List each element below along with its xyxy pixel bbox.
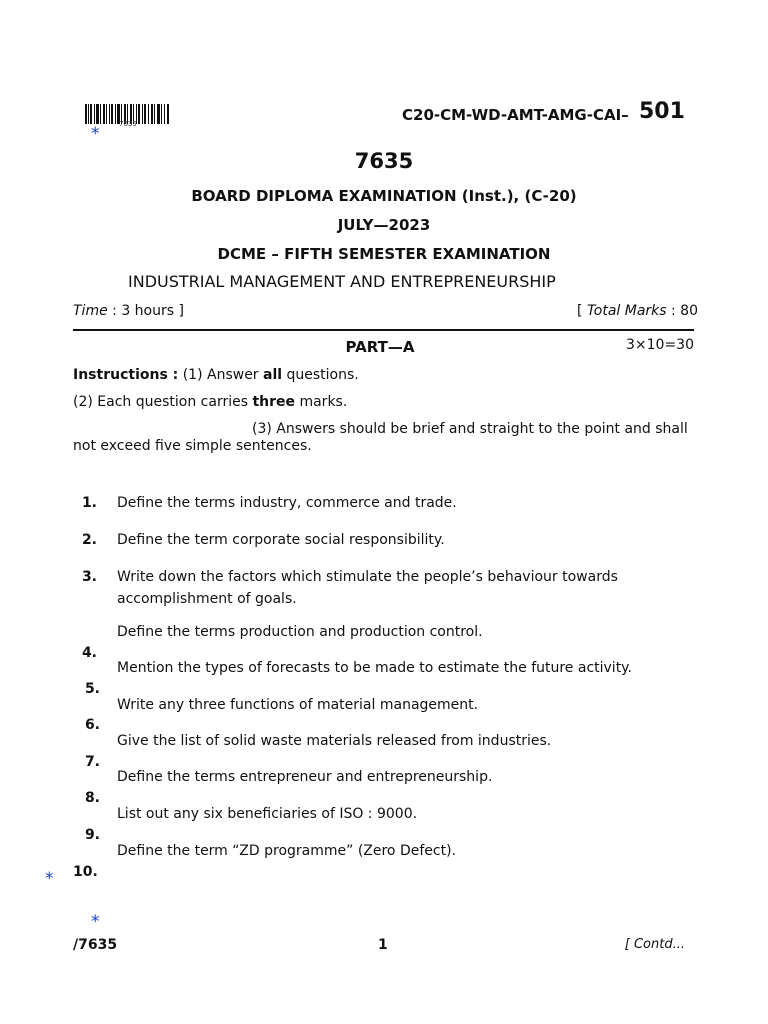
time-label: Time	[73, 303, 108, 319]
page-number: 1	[378, 937, 388, 953]
question-number: 6.	[84, 717, 100, 733]
question-text: Define the terms entrepreneur and entrepreneurship.	[117, 769, 493, 785]
question-number: 7.	[84, 754, 100, 770]
header-divider	[73, 329, 694, 331]
question-text: Define the terms production and production control.	[117, 624, 483, 640]
question-text: Mention the types of forecasts to be made to estimate the future activity.	[117, 660, 632, 676]
exam-name-heading: DCME – FIFTH SEMESTER EXAMINATION	[217, 245, 551, 263]
question-number: 4.	[81, 645, 97, 661]
board-heading: BOARD DIPLOMA EXAMINATION (Inst.), (C-20)	[191, 187, 577, 205]
instruction-1-text: (1) Answer	[178, 367, 264, 383]
question-number: 2.	[81, 532, 97, 548]
marks-label: Total Marks	[586, 303, 667, 319]
instruction-2-emphasis: three	[252, 394, 296, 410]
star-icon: *	[45, 869, 54, 889]
part-title: PART—A	[345, 338, 415, 356]
question-text-continued: accomplishment of goals.	[117, 591, 297, 607]
part-marks: 3×10=30	[626, 337, 694, 353]
marks-prefix: [	[577, 303, 587, 319]
instruction-3-line-1: (3) Answers should be brief and straight to the point and shall	[252, 421, 688, 437]
paper-code: C20-CM-WD-AMT-AMG-CAI–	[402, 106, 629, 124]
instruction-1-emphasis: all	[263, 367, 283, 383]
question-number: 9.	[84, 827, 100, 843]
time-value: : 3 hours ]	[112, 303, 184, 319]
instruction-1-end: questions.	[282, 367, 359, 383]
barcode-number: 7635	[119, 120, 137, 128]
total-marks	[577, 303, 698, 319]
marks-value: : 80	[671, 303, 698, 319]
instructions-label: Instructions :	[73, 367, 179, 383]
question-number: 5.	[84, 681, 100, 697]
instruction-1	[73, 367, 359, 383]
instruction-2	[73, 394, 347, 410]
question-number: 10.	[73, 864, 98, 880]
question-text: Give the list of solid waste materials released from industries.	[117, 733, 552, 749]
continued-label: [ Contd...	[624, 937, 685, 952]
exam-date-heading: JULY—2023	[337, 216, 431, 234]
star-icon: *	[91, 124, 100, 144]
question-number: 1.	[81, 495, 97, 511]
question-number: 3.	[81, 569, 97, 585]
instruction-2-text: (2) Each question carries	[73, 394, 253, 410]
paper-number: 501	[639, 99, 685, 124]
instruction-3-line-2: not exceed five simple sentences.	[73, 438, 312, 454]
instruction-2-end: marks.	[295, 394, 348, 410]
star-icon: *	[91, 912, 100, 932]
question-text: Define the terms industry, commerce and trade.	[117, 495, 457, 511]
question-text: Define the term corporate social responsibility.	[117, 532, 445, 548]
question-number: 8.	[84, 790, 100, 806]
question-text: List out any six beneficiaries of ISO : 9000.	[117, 806, 418, 822]
subject-heading: INDUSTRIAL MANAGEMENT AND ENTREPRENEURSHIP	[128, 272, 556, 291]
question-text: Define the term “ZD programme” (Zero Defect).	[117, 843, 456, 859]
exam-code-heading: 7635	[354, 149, 414, 173]
question-text: Write any three functions of material management.	[117, 697, 479, 713]
time-allowed	[73, 303, 184, 319]
footer-code: /7635	[73, 937, 118, 953]
question-text: Write down the factors which stimulate the people’s behaviour towards	[117, 569, 618, 585]
